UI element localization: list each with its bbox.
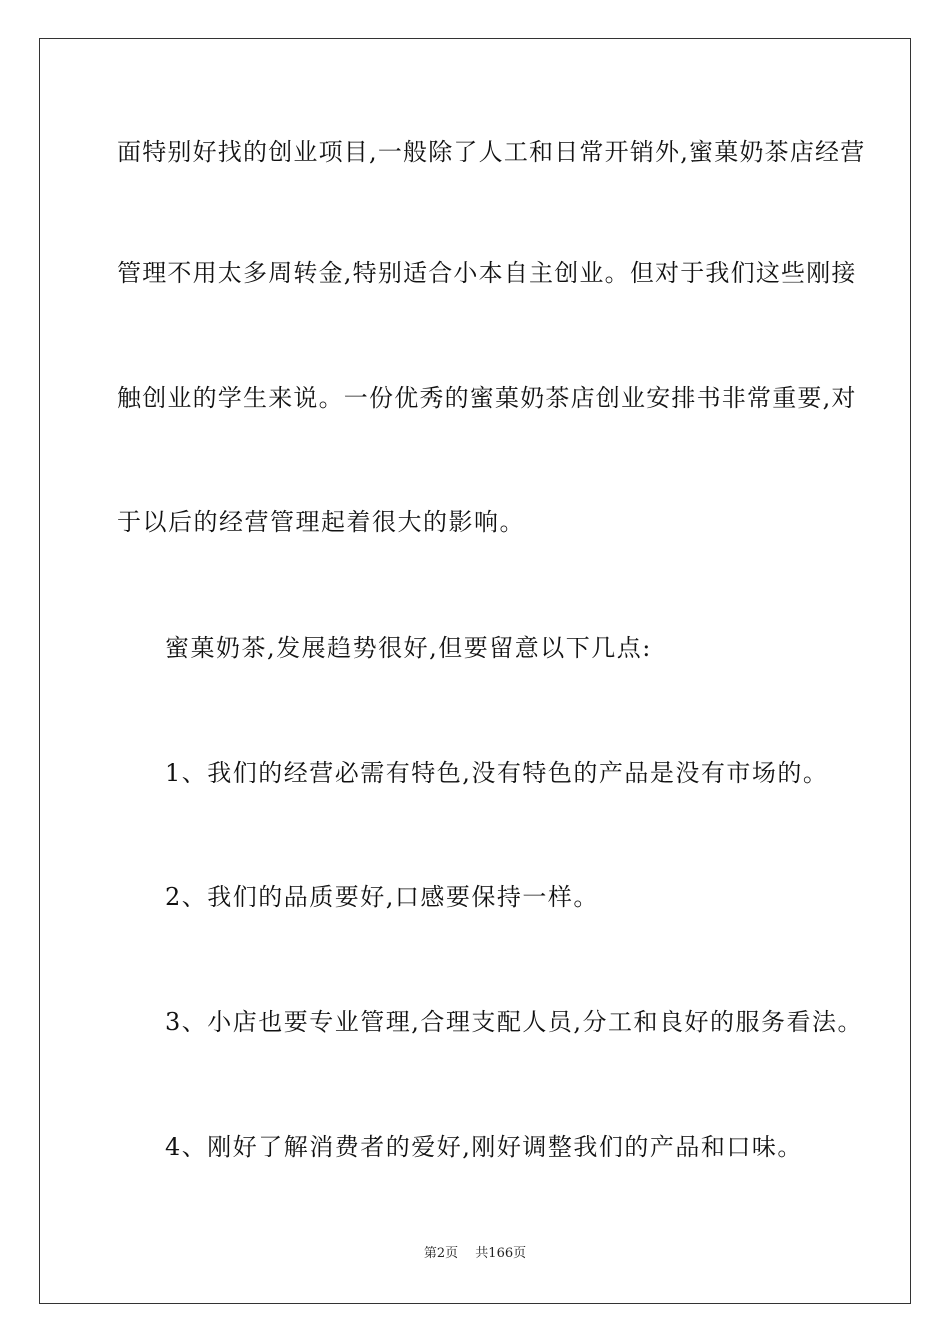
section-intro: 蜜菓奶茶,发展趋势很好,但要留意以下几点:	[165, 634, 652, 662]
paragraph-line-3: 触创业的学生来说。一份优秀的蜜菓奶茶店创业安排书非常重要,对	[117, 384, 857, 412]
list-item-1: 1、我们的经营必需有特色,没有特色的产品是没有市场的。	[165, 759, 829, 787]
paragraph-line-1: 面特别好找的创业项目,一般除了人工和日常开销外,蜜菓奶茶店经营	[117, 138, 866, 166]
list-item-2: 2、我们的品质要好,口感要保持一样。	[165, 883, 599, 911]
list-item-3: 3、小店也要专业管理,合理支配人员,分工和良好的服务看法。	[165, 1008, 864, 1036]
list-item-4: 4、刚好了解消费者的爱好,刚好调整我们的产品和口味。	[165, 1133, 803, 1161]
page-footer: 第2页 共166页	[423, 1246, 527, 1261]
page-border	[39, 38, 911, 1304]
paragraph-line-2: 管理不用太多周转金,特别适合小本自主创业。但对于我们这些刚接	[117, 259, 857, 287]
paragraph-line-4: 于以后的经营管理起着很大的影响。	[117, 508, 525, 536]
